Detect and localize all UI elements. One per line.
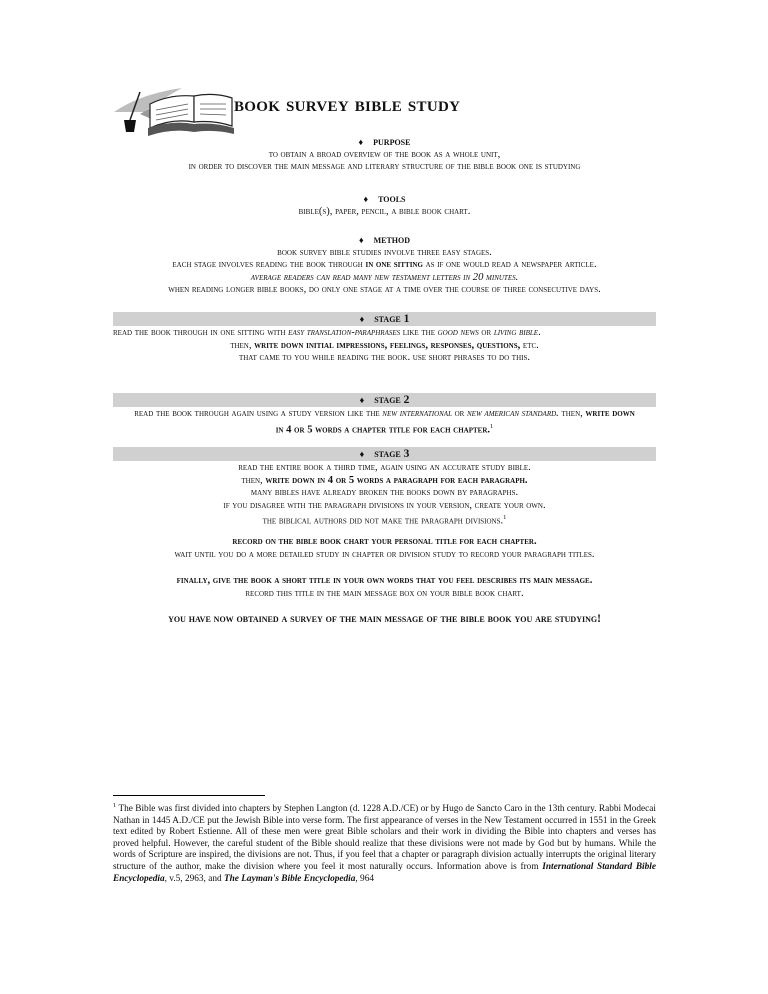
- footnote: $^1$ The Bible was first divided into chapters by Stephen Langton (d. 1228 A.D./CE) or by Hugo de Sancto Caro in the 13th century. Rabbi Modecai Nathan in 1445 A.D./CE put the Jewish Bible into verse form. The first appearance of verses in the New Testament occurred in 1551 in the Greek text edited by Robert Estienne. All of these men were great Bible scholars and their work in dividing the Bible into chapters and verses has proved helpful. However, the careful student of the Bible should realize that these divisions were not made by God but by humans. While the words of Scripture are inspired, the divisions are not. Thus, if you feel that a chapter or paragraph division actually interrupts the original literary structure of the author, make the division where you feel it most naturally occurs. Information above is from International Standard Bible Encyclopedia, v.5, 2963, and The Layman's Bible Encyclopedia, 964: [113, 802, 656, 884]
- stage3-line-2: then, write down in 4 or 5 words a paragraph for each paragraph.: [241, 474, 528, 486]
- method-section: [113, 234, 656, 297]
- stage1-paragraph-1: read the book through in one sitting with easy translation-paraphrases like the good news or living bible.: [113, 327, 541, 338]
- tools-section: [113, 193, 656, 218]
- title-row: [110, 82, 670, 142]
- diamond-bullet-icon: ♦: [363, 194, 369, 204]
- diamond-bullet-icon: ♦: [359, 395, 365, 405]
- tools-line: bible(s), paper, pencil, a bible book chart.: [298, 205, 471, 217]
- purpose-line-2: in order to discover the main message and literary structure of the bible book one is studying: [188, 161, 581, 173]
- record-line-2: wait until you do a more detailed study in chapter or division study to record your paragraph titles.: [174, 548, 595, 560]
- method-line-2: each stage involves reading the book through in one sitting as if one would read a newspaper article.: [172, 259, 597, 271]
- stage2-section: [113, 393, 656, 437]
- stage3-line-3: many bibles have already broken the books down by paragraphs.: [250, 487, 519, 499]
- stage3-section: [113, 447, 656, 529]
- footnote-ref[interactable]: 1: [490, 422, 494, 430]
- stage2-heading: stage 2: [374, 394, 410, 406]
- footnote-divider: [113, 795, 265, 796]
- footnote-number: 1: [113, 802, 117, 809]
- purpose-heading: purpose: [373, 136, 411, 148]
- purpose-line-1: to obtain a broad overview of the book as a whole unit,: [268, 148, 501, 160]
- footnote-ref[interactable]: 1: [503, 514, 507, 522]
- stage3-line-4: if you disagree with the paragraph divisions in your version, create your own.: [223, 499, 546, 511]
- record-section: [113, 536, 656, 561]
- stage2-paragraph: read the book through again using a study version like the new international or new american standard. then, write down in 4 or 5 words a chapter title for each chapter.$^1$: [134, 408, 635, 436]
- diamond-bullet-icon: ♦: [359, 314, 365, 324]
- method-line-1: book survey bible studies involve three easy stages.: [277, 246, 492, 258]
- stage1-section: [113, 312, 656, 365]
- stage1-paragraph-2: then, write down initial impressions, feelings, responses, questions, etc.: [230, 339, 539, 351]
- stage1-heading: stage 1: [374, 313, 410, 325]
- diamond-bullet-icon: ♦: [359, 449, 365, 459]
- stage1-paragraph-3: that came to you while reading the book. use short phrases to do this.: [238, 352, 531, 364]
- footnote-source-1: International Standard Bible Encyclopedia: [113, 862, 656, 884]
- method-heading: method: [373, 234, 411, 246]
- diamond-bullet-icon: ♦: [358, 235, 364, 245]
- footnote-source-2: The Layman's Bible Encyclopedia: [223, 873, 356, 884]
- method-line-3: average readers can read many new testament letters in 20 minutes.: [250, 271, 519, 283]
- open-book-quill-icon: [110, 82, 238, 138]
- method-line-4: when reading longer bible books, do only one stage at a time over the course of three consecutive days.: [168, 284, 601, 296]
- tools-heading: tools: [378, 193, 406, 205]
- closing-statement: you have now obtained a survey of the main message of the bible book you are studying!: [168, 613, 601, 625]
- purpose-section: [113, 136, 656, 174]
- record-bold-line: record on the bible book chart your personal title for each chapter.: [232, 536, 537, 547]
- finally-bold-line: finally, give the book a short title in your own words that you feel describes its main message.: [176, 575, 593, 586]
- finally-section: [113, 575, 656, 600]
- page-title: book survey bible study: [234, 91, 461, 116]
- finally-line-2: record this title in the main message box on your bible book chart.: [245, 587, 524, 599]
- stage3-heading: stage 3: [374, 448, 410, 460]
- stage3-line-1: read the entire book a third time, again using an accurate study bible.: [238, 462, 531, 473]
- stage3-line-5: the biblical authors did not make the paragraph divisions.$^1$: [262, 514, 507, 527]
- diamond-bullet-icon: ♦: [358, 137, 364, 147]
